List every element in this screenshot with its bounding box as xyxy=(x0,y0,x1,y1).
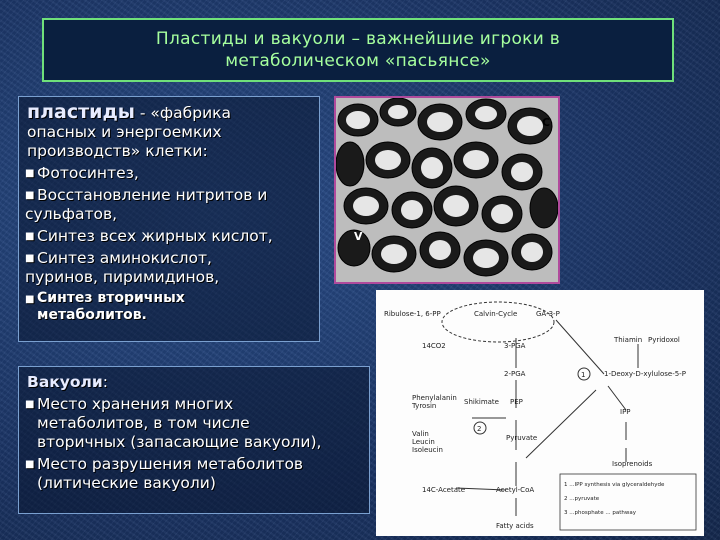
bullet-icon: ■ xyxy=(25,399,35,410)
plastids-intro-line-3: производств» клетки: xyxy=(27,142,208,160)
bullet-icon: ■ xyxy=(25,459,35,470)
vacuoles-heading: Вакуоли xyxy=(27,373,103,391)
plastids-panel xyxy=(18,96,320,342)
slide-title xyxy=(42,18,674,82)
legend-item: 3 ...phosphate ... pathway xyxy=(564,510,636,516)
item-text: Синтез аминокислот, пуринов, пиримидинов, xyxy=(25,249,220,286)
title-line-1: Пластиды и вакуоли – важнейшие игроки в xyxy=(155,29,561,49)
title-line-2: метаболическом «пасьянсе» xyxy=(225,51,491,71)
item-text: Место разрушения метаболитов (литические вакуоли) xyxy=(37,455,304,492)
micrograph-label-c: C xyxy=(542,116,551,129)
label-acetate: 14C-Acetate xyxy=(422,486,466,494)
legend-item: 1 ...IPP synthesis via glyceraldehyde xyxy=(564,482,665,488)
label-ipp: IPP xyxy=(620,408,631,416)
plastids-heading: пластиды xyxy=(27,101,135,123)
label-fatty-acids: Fatty acids xyxy=(496,522,534,530)
label-3pga: 3-PGA xyxy=(504,342,526,350)
plastids-item-secondary xyxy=(25,290,313,324)
label-calvin: Calvin-Cycle xyxy=(474,310,518,318)
label-isoprenoids: Isoprenoids xyxy=(612,460,653,468)
vacuoles-panel xyxy=(18,366,370,514)
label-ga3p: GA-3-P xyxy=(536,310,560,318)
vacuoles-item-storage xyxy=(25,395,363,452)
label-num-1: 1 xyxy=(581,371,586,379)
plastids-item-photosynthesis xyxy=(25,164,313,183)
label-pyridoxol: Pyridoxol xyxy=(648,336,680,344)
plastids-item-amino-acids xyxy=(25,249,313,287)
plastids-item-fatty-acids xyxy=(25,227,313,246)
label-phenylalanine: Phenylalanin xyxy=(412,394,457,402)
label-pep: PEP xyxy=(510,398,523,406)
vacuoles-item-degradation xyxy=(25,455,363,493)
label-pyruvate: Pyruvate xyxy=(506,434,538,442)
bullet-icon: ■ xyxy=(25,294,35,305)
label-shikimate: Shikimate xyxy=(464,398,499,406)
label-tyrosine: Tyrosin xyxy=(412,402,437,410)
metabolic-pathway-diagram xyxy=(376,290,704,536)
plastid-micrograph xyxy=(334,96,560,284)
label-acetylcoa: Acetyl-CoA xyxy=(496,486,535,494)
label-deoxy: 1-Deoxy-D-xylulose-5-P xyxy=(604,370,686,378)
item-text: Синтез вторичных метаболитов. xyxy=(37,290,185,323)
label-valine: Valin xyxy=(412,430,429,438)
item-text: Место хранения многих метаболитов, в том числе вторичных (запасающие вакуоли), xyxy=(37,395,322,451)
label-isoleucine: Isoleucin xyxy=(412,446,443,454)
item-text: Фотосинтез, xyxy=(37,164,139,182)
label-thiamin: Thiamin xyxy=(614,336,643,344)
plastids-intro xyxy=(25,103,313,161)
bullet-icon: ■ xyxy=(25,231,35,242)
plastids-item-reduction xyxy=(25,186,313,224)
bullet-icon: ■ xyxy=(25,168,35,179)
item-text: Синтез всех жирных кислот, xyxy=(37,227,273,245)
label-2pga: 2-PGA xyxy=(504,370,526,378)
vacuoles-colon: : xyxy=(102,373,108,391)
micrograph-label-v: V xyxy=(354,230,363,243)
vacuoles-intro xyxy=(25,373,363,392)
label-num-2: 2 xyxy=(477,425,482,433)
bullet-icon: ■ xyxy=(25,190,35,201)
plastids-intro-line-2: опасных и энергоемких xyxy=(27,123,222,141)
legend-item: 2 ...pyruvate xyxy=(564,496,600,502)
item-text: Восстановление нитритов и сульфатов, xyxy=(25,186,268,223)
plastids-intro-text: - «фабрика xyxy=(134,104,231,122)
label-co2: 14CO2 xyxy=(422,342,446,350)
label-leucine: Leucin xyxy=(412,438,435,446)
micrograph-image xyxy=(336,98,558,282)
pathway-svg xyxy=(376,290,704,536)
label-ribulose: Ribulose-1, 6-PP xyxy=(384,310,441,318)
bullet-icon: ■ xyxy=(25,253,35,264)
